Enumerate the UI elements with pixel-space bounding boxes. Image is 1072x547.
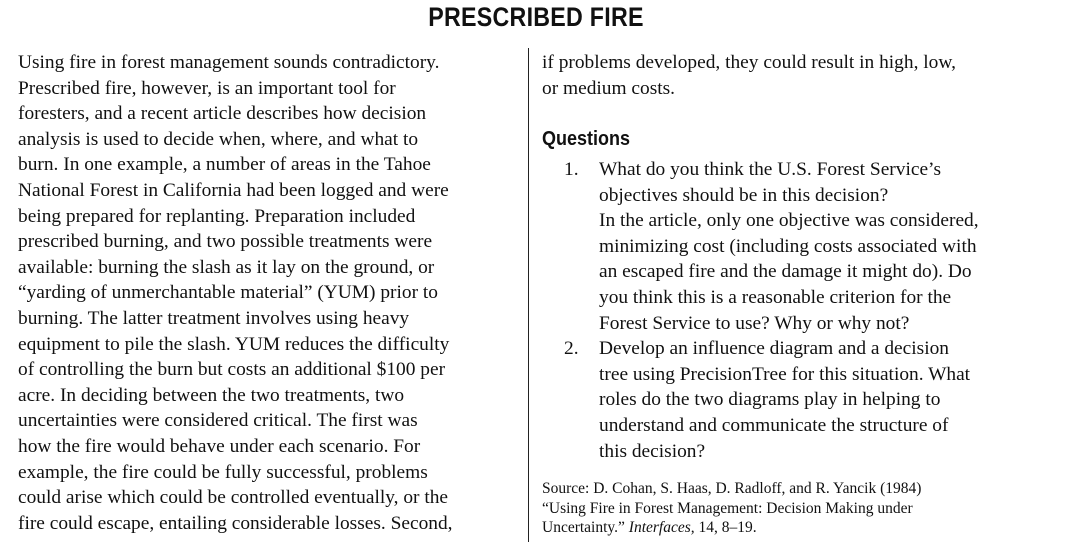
question-line: an escaped fire and the damage it might do). Do bbox=[599, 261, 972, 283]
question-line: objectives should be in this decision? bbox=[599, 184, 889, 206]
source-line: Source: D. Cohan, S. Haas, D. Radloff, and R. Yancik (1984) bbox=[542, 480, 922, 497]
paragraph-line: of controlling the burn but costs an additional $100 per bbox=[18, 359, 446, 381]
source-text: Uncertainty.” bbox=[542, 519, 629, 536]
paragraph-line: being prepared for replanting. Preparation included bbox=[18, 205, 416, 227]
question-line: Forest Service to use? Why or why not? bbox=[599, 312, 910, 334]
paragraph-line: how the fire would behave under each scenario. For bbox=[18, 435, 421, 457]
paragraph-line: acre. In deciding between the two treatments, two bbox=[18, 384, 405, 406]
source-citation bbox=[542, 479, 1062, 538]
column-divider bbox=[528, 48, 529, 542]
paragraph-line: fire could escape, entailing considerable losses. Second, bbox=[18, 512, 453, 534]
paragraph-line: Prescribed fire, however, is an important tool for bbox=[18, 77, 396, 99]
paragraph-line: Using fire in forest management sounds contradictory. bbox=[18, 52, 440, 73]
paragraph-line: uncertainties were considered critical. The first was bbox=[18, 410, 418, 432]
question-line: you think this is a reasonable criterion for the bbox=[599, 287, 952, 308]
question-line: this decision? bbox=[599, 440, 706, 462]
paragraph-line: or medium costs. bbox=[542, 77, 676, 99]
paragraph-line: prescribed burning, and two possible treatments were bbox=[18, 231, 433, 253]
left-column bbox=[18, 50, 528, 536]
journal-name: Interfaces, bbox=[628, 519, 695, 536]
paragraph-line: example, the fire could be fully successful, problems bbox=[18, 461, 428, 483]
question-line: What do you think the U.S. Forest Service’s bbox=[599, 159, 941, 180]
paragraph-line: foresters, and a recent article describes how decision bbox=[18, 103, 427, 125]
paragraph-line: could arise which could be controlled eventually, or the bbox=[18, 487, 449, 509]
question-line: minimizing cost (including costs associated with bbox=[599, 235, 977, 257]
right-column-intro bbox=[542, 50, 1062, 101]
question-line: Develop an influence diagram and a decision bbox=[599, 338, 949, 360]
source-line: “Using Fire in Forest Management: Decision Making under bbox=[542, 499, 913, 517]
page-title: PRESCRIBED FIRE bbox=[428, 2, 644, 32]
paragraph-line: analysis is used to decide when, where, and what to bbox=[18, 128, 419, 150]
question-line: tree using PrecisionTree for this situation. What bbox=[599, 363, 971, 385]
paragraph-line: available: burning the slash as it lay on the ground, or bbox=[18, 256, 435, 278]
paragraph-line: burning. The latter treatment involves using heavy bbox=[18, 307, 410, 329]
question-number: 1. bbox=[564, 159, 579, 180]
paragraph-line: National Forest in California had been logged and were bbox=[18, 179, 449, 201]
question-number: 2. bbox=[564, 338, 579, 360]
question-line: roles do the two diagrams play in helping to bbox=[599, 389, 941, 411]
source-line bbox=[542, 518, 1062, 538]
questions-heading: Questions bbox=[542, 128, 631, 150]
paragraph-line: equipment to pile the slash. YUM reduces the difficulty bbox=[18, 333, 450, 355]
paragraph-line: burn. In one example, a number of areas in the Tahoe bbox=[18, 154, 431, 176]
paragraph-line: “yarding of unmerchantable material” (YUM) prior to bbox=[18, 282, 438, 304]
paragraph-line: if problems developed, they could result in high, low, bbox=[542, 52, 956, 73]
source-text: 14, 8–19. bbox=[694, 519, 757, 536]
question-line: understand and communicate the structure of bbox=[599, 415, 949, 436]
question-line: In the article, only one objective was considered, bbox=[599, 210, 979, 232]
